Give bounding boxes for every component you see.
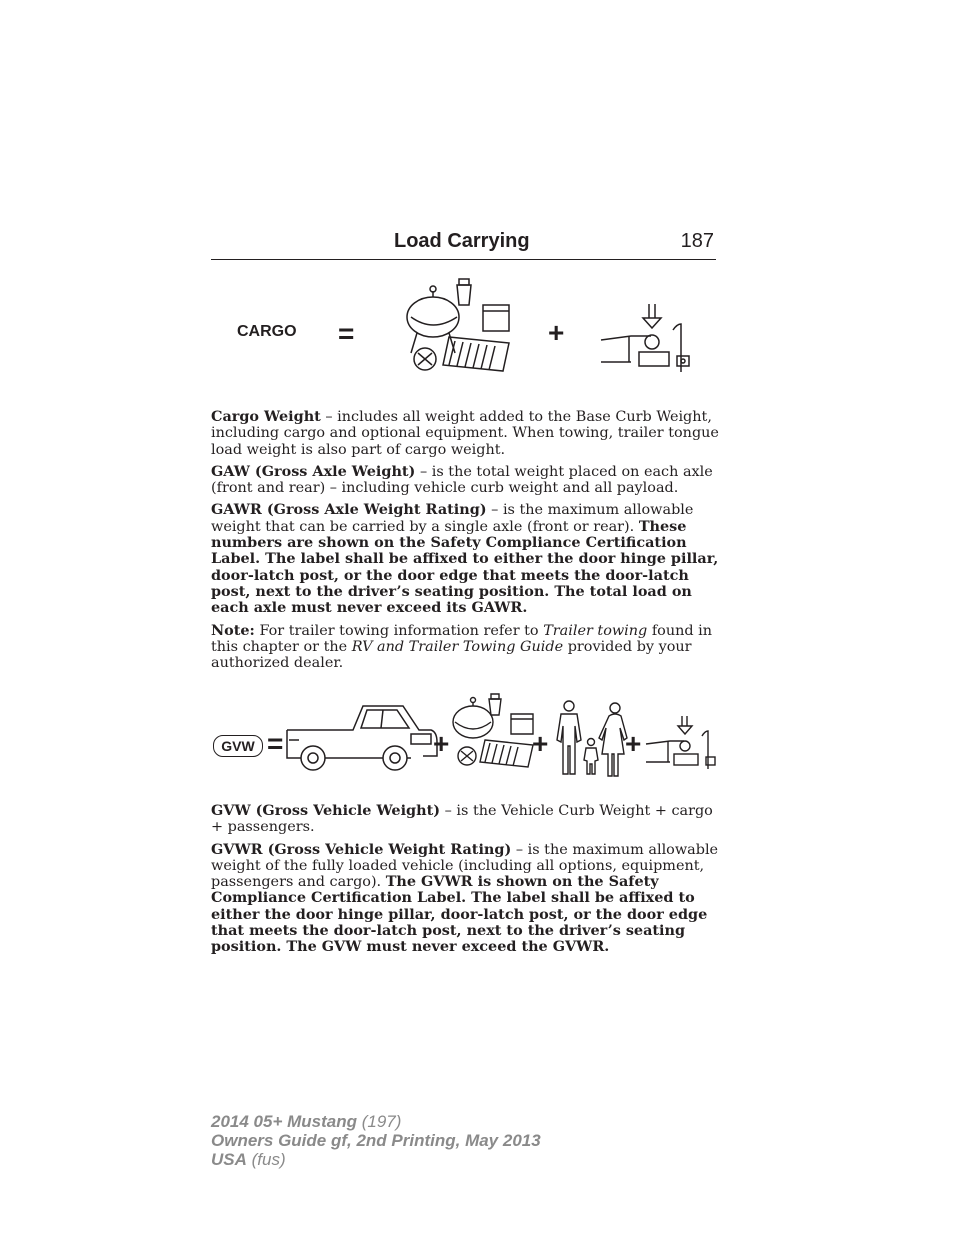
gvw-badge [213,735,263,757]
footer-line-1 [211,1112,541,1131]
note-label: Note: [211,621,255,639]
cargo-items-illustration [447,690,541,776]
footer-code: (197) [357,1112,402,1131]
pickup-truck-illustration [283,700,439,776]
term-gaw: GAW (Gross Axle Weight) [211,462,416,480]
body-cargo-weight: – includes all weight added to the Base Curb Weight, including cargo and optional equipment. When towing, trailer tongue load weight is also part of cargo weight. [211,409,719,458]
note-text: For trailer towing information refer to [254,622,544,639]
equals-sign: = [267,728,284,759]
passengers-illustration [551,698,633,778]
body-gaw: – is the total weight placed on each axle (front and rear) – including vehicle curb weight and all payload. [211,463,713,497]
body-gawr: – is the maximum allowable weight that can be carried by a single axle (front or rear). [211,502,694,535]
definition-cargo-weight [211,409,719,458]
reference-towing-guide: RV and Trailer Towing Guide [351,638,564,655]
footer-line-3 [211,1150,541,1169]
footer-printing: Owners Guide gf, 2nd Printing, May 2013 [211,1131,541,1150]
definition-gvw [211,803,719,836]
cargo-figure [211,270,716,390]
term-gvwr: GVWR (Gross Vehicle Weight Rating) [211,840,512,858]
note-text: found in this chapter or the [211,622,713,655]
plus-sign: + [625,728,642,759]
definitions-block-1 [211,409,719,677]
body-gvw: – is the Vehicle Curb Weight + cargo + passengers. [211,803,713,836]
gvw-label: GVW [221,738,255,754]
plus-sign: + [532,728,549,759]
trailer-hitch-icon [599,300,691,372]
footer-model: 2014 05+ Mustang [211,1112,357,1131]
definition-gvwr [211,842,719,956]
definitions-block-2 [211,803,719,962]
note-paragraph [211,623,719,672]
trailer-hitch-icon [644,714,716,770]
footer-line-2 [211,1131,541,1150]
term-cargo-weight: Cargo Weight [211,408,321,425]
warning-gawr: These numbers are shown on the Safety Compliance Certification Label. The label shall be affixed to either the door hinge pillar, door-latch post, or the door edge that meets the door-latch post, next to the driver’s seating position. The total load on each axle must never exceed its GAWR. [211,517,719,617]
body-gvwr: – is the maximum allowable weight of the fully loaded vehicle (including all options, equipment, passengers and cargo). [211,841,719,891]
cargo-items-illustration [401,275,521,385]
footer-market: USA [211,1150,247,1169]
plus-sign: + [548,317,565,348]
definition-gawr [211,502,719,616]
plus-sign: + [433,728,450,759]
cargo-label: CARGO [237,323,297,340]
page-header [211,229,716,260]
equals-sign: = [338,318,355,349]
page-number: 187 [680,230,714,252]
page-footer [211,1112,541,1169]
term-gawr: GAWR (Gross Axle Weight Rating) [211,501,487,519]
definition-gaw [211,464,719,497]
gvw-figure [211,690,716,782]
warning-gvwr: The GVWR is shown on the Safety Compliance Certification Label. The label shall be affixed to either the door hinge pillar, door-latch post, or the door edge that meets the door-latch post, next to the driver’s seating position. The GVW must never exceed the GVWR. [211,873,708,956]
section-title: Load Carrying [394,230,530,252]
term-gvw: GVW (Gross Vehicle Weight) [211,802,441,819]
footer-market-code: (fus) [246,1150,286,1169]
note-text: provided by your authorized dealer. [211,638,692,672]
reference-trailer-towing: Trailer towing [543,622,648,639]
